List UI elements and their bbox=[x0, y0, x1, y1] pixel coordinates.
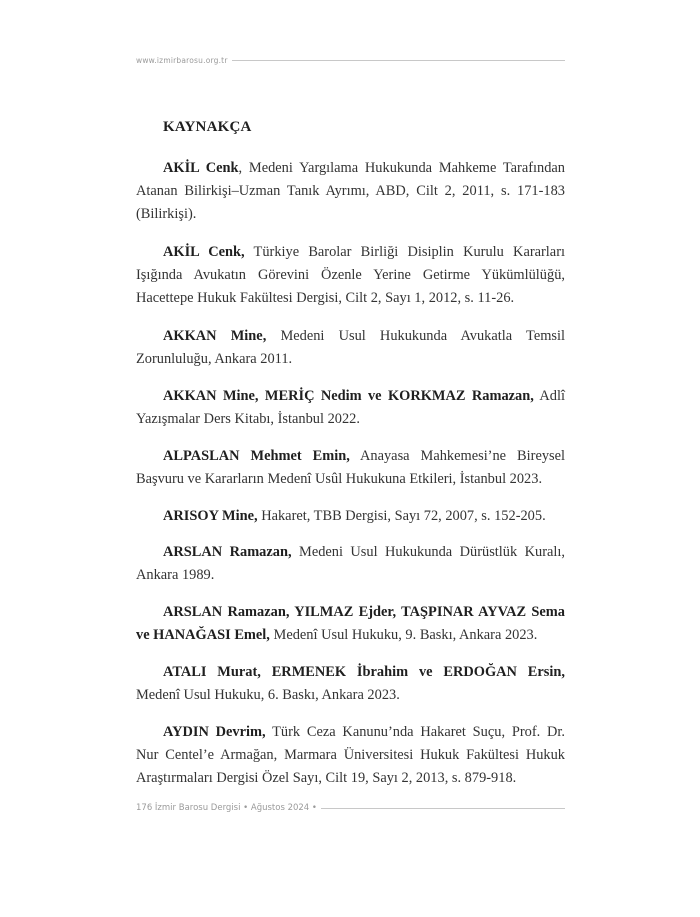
reference-author: AKKAN Mine, MERİÇ Nedim ve KORKMAZ Ramazan, bbox=[163, 388, 534, 404]
reference-author: AKİL Cenk, bbox=[163, 244, 245, 260]
header-rule bbox=[232, 60, 565, 61]
footer-text: 176 İzmir Barosu Dergisi • Ağustos 2024 • bbox=[136, 803, 317, 813]
reference-entry bbox=[136, 505, 565, 541]
page-footer bbox=[136, 801, 565, 815]
reference-text: Hakaret, TBB Dergisi, Sayı 72, 2007, s. 152-205. bbox=[257, 508, 546, 524]
reference-author: ATALI Murat, ERMENEK İbrahim ve ERDOĞAN Ersin, bbox=[163, 664, 565, 680]
reference-text: Adlî Yazışmalar Ders Kitabı, İstanbul 2022. bbox=[136, 388, 565, 427]
reference-entry bbox=[136, 661, 565, 721]
reference-text: Medenî Usul Hukuku, 9. Baskı, Ankara 2023. bbox=[269, 627, 538, 643]
reference-text: Türk Ceza Kanunu’nda Hakaret Suçu, Prof. Dr. Nur Centel’e Armağan, Marmara Üniversitesi Hukuk Fakültesi Hukuk Araştırmaları Dergisi Özel Sayı, Cilt 19, Sayı 2, 2013, s. 879-918. bbox=[136, 724, 565, 786]
reference-author: AKİL Cenk bbox=[163, 160, 239, 176]
reference-list bbox=[136, 157, 565, 793]
reference-entry bbox=[136, 157, 565, 241]
reference-author: ARSLAN Ramazan, bbox=[163, 544, 292, 560]
reference-text: Türkiye Barolar Birliği Disiplin Kurulu Kararları Işığında Avukatın Görevini Özenle Yerine Getirme Yükümlülüğü, Hacettepe Hukuk Fakültesi Dergisi, Cilt 2, Sayı 1, 2012, s. 11-26. bbox=[136, 244, 565, 306]
reference-author: AYDIN Devrim, bbox=[163, 724, 266, 740]
reference-entry bbox=[136, 541, 565, 601]
reference-author: ARSLAN Ramazan, YILMAZ Ejder, TAŞPINAR AYVAZ Sema ve HANAĞASI Emel, bbox=[136, 604, 565, 643]
reference-text: Medeni Usul Hukukunda Dürüstlük Kuralı, Ankara 1989. bbox=[136, 544, 565, 583]
reference-author: AKKAN Mine, bbox=[163, 328, 267, 344]
reference-entry bbox=[136, 721, 565, 793]
header-url: www.izmirbarosu.org.tr bbox=[136, 55, 228, 65]
reference-text: Medeni Usul Hukukunda Avukatla Temsil Zorunluluğu, Ankara 2011. bbox=[136, 328, 565, 367]
page-header bbox=[136, 53, 565, 67]
reference-text: Medenî Usul Hukuku, 6. Baskı, Ankara 2023. bbox=[136, 687, 400, 703]
reference-text: , Medeni Yargılama Hukukunda Mahkeme Tarafından Atanan Bilirkişi–Uzman Tanık Ayrımı, ABD, Cilt 2, 2011, s. 171-183 (Bilirkişi). bbox=[136, 160, 565, 222]
reference-author: ARISOY Mine, bbox=[163, 508, 258, 524]
reference-entry bbox=[136, 385, 565, 445]
reference-text: Anayasa Mahkemesi’ne Bireysel Başvuru ve Kararların Medenî Usûl Hukukuna Etkileri, İstanbul 2023. bbox=[136, 448, 566, 487]
section-title: KAYNAKÇA bbox=[163, 119, 252, 135]
reference-author: ALPASLAN Mehmet Emin, bbox=[163, 448, 350, 464]
reference-entry bbox=[136, 445, 565, 505]
reference-entry bbox=[136, 325, 565, 385]
reference-entry bbox=[136, 241, 565, 325]
reference-entry bbox=[136, 601, 565, 661]
footer-rule bbox=[321, 808, 565, 809]
